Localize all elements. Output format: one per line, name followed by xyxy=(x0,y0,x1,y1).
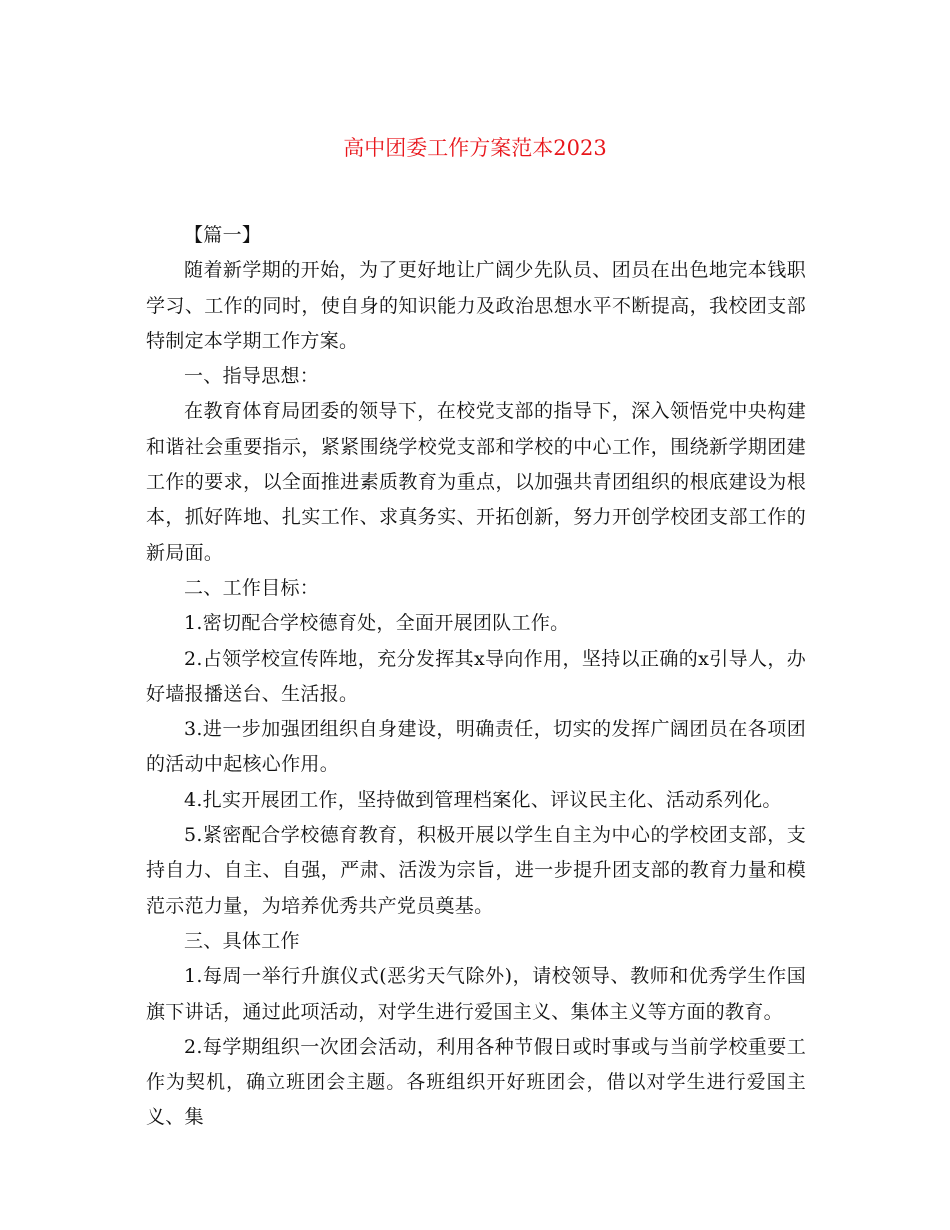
intro-paragraph: 随着新学期的开始，为了更好地让广阔少先队员、团员在出色地完本钱职学习、工作的同时，使自身的知识能力及政治思想水平不断提高，我校团支部特制定本学期工作方案。 xyxy=(146,259,806,352)
guiding-thought-paragraph: 在教育体育局团委的领导下，在校党支部的指导下，深入领悟党中央构建和谐社会重要指示，紧紧围绕学校党支部和学校的中心工作，围绕新学期团建工作的要求，以全面推进素质教育为重点，以加强共青团组织的根底建设为根本，抓好阵地、扎实工作、求真务实、开拓创新，努力开创学校团支部工作的新局面。 xyxy=(146,400,806,564)
heading-work-goals: 二、工作目标： xyxy=(184,576,320,599)
section-label-part-one: 【篇一】 xyxy=(184,224,262,246)
heading-specific-work: 三、具体工作 xyxy=(184,929,300,952)
work-item-1: 1.每周一举行升旗仪式(恶劣天气除外)，请校领导、教师和优秀学生作国旗下讲话，通过此项活动，对学生进行爱国主义、集体主义等方面的教育。 xyxy=(146,965,806,1023)
goal-item-3: 3.进一步加强团组织自身建设，明确责任，切实的发挥广阔团员在各项团的活动中起核心作用。 xyxy=(146,718,806,776)
document-body xyxy=(146,218,806,1136)
goal-item-5: 5.紧密配合学校德育教育，积极开展以学生自主为中心的学校团支部，支持自力、自主、自强，严肃、活泼为宗旨，进一步提升团支部的教育力量和模范示范力量，为培养优秀共产党员奠基。 xyxy=(146,824,806,917)
heading-guiding-thought: 一、指导思想： xyxy=(184,365,320,388)
work-item-2: 2.每学期组织一次团会活动，利用各种节假日或时事或与当前学校重要工作为契机，确立班团会主题。各班组织开好班团会，借以对学生进行爱国主义、集 xyxy=(146,1035,806,1129)
goal-item-2: 2.占领学校宣传阵地，充分发挥其x导向作用，坚持以正确的x引导人，办好墙报播送台、生活报。 xyxy=(146,647,806,705)
goal-item-4: 4.扎实开展团工作，坚持做到管理档案化、评议民主化、活动系列化。 xyxy=(184,788,782,811)
document-title: 高中团委工作方案范本2023 xyxy=(343,136,607,160)
goal-item-1: 1.密切配合学校德育处，全面开展团队工作。 xyxy=(184,612,570,635)
